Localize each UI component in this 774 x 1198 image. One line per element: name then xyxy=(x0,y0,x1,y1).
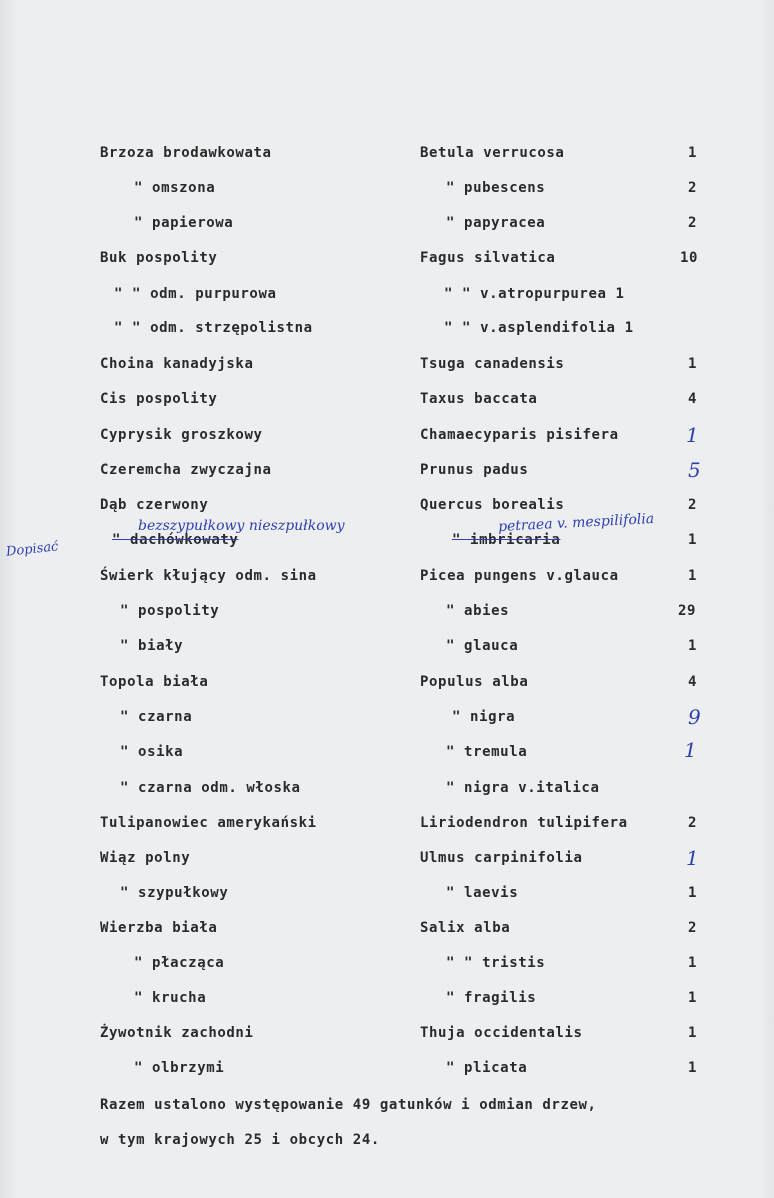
latin-name: Thuja occidentalis xyxy=(420,1025,583,1041)
latin-name: " tremula xyxy=(446,744,528,760)
list-item xyxy=(0,215,774,237)
list-item xyxy=(0,145,774,167)
polish-name: Brzoza brodawkowata xyxy=(100,145,272,161)
list-item xyxy=(0,497,774,519)
count: 1 xyxy=(688,885,698,901)
list-item xyxy=(0,532,774,554)
polish-name: Cis pospolity xyxy=(100,391,218,407)
list-item xyxy=(0,603,774,625)
list-item xyxy=(0,568,774,590)
count: 1 xyxy=(688,1025,698,1041)
summary-line-2: w tym krajowych 25 i obcych 24. xyxy=(100,1132,380,1148)
polish-name: Dąb czerwony xyxy=(100,497,209,513)
count-handwritten: 1 xyxy=(686,846,700,870)
polish-name: " czarna xyxy=(120,709,193,725)
count: 1 xyxy=(688,356,698,372)
margin-note-handwritten: Dopisać xyxy=(5,539,60,560)
polish-name: Czeremcha zwyczajna xyxy=(100,462,272,478)
latin-name: Prunus padus xyxy=(420,462,529,478)
list-item xyxy=(0,990,774,1012)
count: 1 xyxy=(688,1060,698,1076)
count: 29 xyxy=(678,603,697,619)
polish-correction-handwritten: bezszypułkowy nieszpułkowy xyxy=(138,518,345,534)
polish-name: Choina kanadyjska xyxy=(100,356,254,372)
latin-name: " plicata xyxy=(446,1060,528,1076)
list-item xyxy=(0,1025,774,1047)
polish-name: Topola biała xyxy=(100,674,209,690)
latin-name: Picea pungens v.glauca xyxy=(420,568,619,584)
polish-name: " papierowa xyxy=(134,215,234,231)
latin-name-struck: " imbricaria xyxy=(452,532,561,548)
list-item xyxy=(0,356,774,378)
polish-name: Buk pospolity xyxy=(100,250,218,266)
list-item xyxy=(0,286,774,308)
polish-name: Wiąz polny xyxy=(100,850,191,866)
list-item xyxy=(0,846,774,872)
count: 2 xyxy=(688,920,698,936)
list-item xyxy=(0,180,774,202)
list-item xyxy=(0,738,774,766)
latin-name: " fragilis xyxy=(446,990,537,1006)
latin-name: Tsuga canadensis xyxy=(420,356,565,372)
polish-name-struck: " dachówkowaty xyxy=(112,532,239,548)
count-handwritten: 1 xyxy=(684,738,698,762)
list-item xyxy=(0,458,774,484)
count: 4 xyxy=(688,391,698,407)
latin-name: Salix alba xyxy=(420,920,511,936)
polish-name: " biały xyxy=(120,638,184,654)
latin-name: Fagus silvatica xyxy=(420,250,556,266)
count: 4 xyxy=(688,674,698,690)
polish-name: " osika xyxy=(120,744,184,760)
list-item xyxy=(0,1060,774,1082)
latin-name: " papyracea xyxy=(446,215,546,231)
list-item xyxy=(0,920,774,942)
count: 1 xyxy=(688,955,698,971)
count: 2 xyxy=(688,815,698,831)
list-item xyxy=(0,250,774,272)
latin-name: " " tristis xyxy=(446,955,546,971)
count-handwritten: 5 xyxy=(688,458,702,482)
list-item xyxy=(0,780,774,802)
latin-name: " " v.asplendifolia 1 xyxy=(444,320,634,336)
polish-name: " krucha xyxy=(134,990,207,1006)
count-handwritten: 9 xyxy=(688,705,702,729)
list-item xyxy=(0,391,774,413)
list-item xyxy=(0,638,774,660)
count: 1 xyxy=(688,990,698,1006)
list-item xyxy=(0,674,774,696)
latin-name: " " v.atropurpurea 1 xyxy=(444,286,625,302)
polish-name: " pospolity xyxy=(120,603,220,619)
polish-name: " czarna odm. włoska xyxy=(120,780,301,796)
latin-name: Quercus borealis xyxy=(420,497,565,513)
latin-name: Populus alba xyxy=(420,674,529,690)
latin-name: Ulmus carpinifolia xyxy=(420,850,583,866)
count: 1 xyxy=(688,568,698,584)
latin-name: Chamaecyparis pisifera xyxy=(420,427,619,443)
polish-name: " płacząca xyxy=(134,955,225,971)
count: 2 xyxy=(688,215,698,231)
latin-name: " laevis xyxy=(446,885,519,901)
polish-name: Żywotnik zachodni xyxy=(100,1025,254,1041)
polish-name: " olbrzymi xyxy=(134,1060,225,1076)
count-handwritten: 1 xyxy=(686,423,700,447)
list-item xyxy=(0,705,774,731)
count: 1 xyxy=(688,532,698,548)
latin-name: " abies xyxy=(446,603,510,619)
polish-name: Wierzba biała xyxy=(100,920,218,936)
latin-name: " nigra xyxy=(452,709,516,725)
latin-name: " glauca xyxy=(446,638,519,654)
polish-name: Cyprysik groszkowy xyxy=(100,427,263,443)
list-item xyxy=(0,955,774,977)
latin-name: Taxus baccata xyxy=(420,391,538,407)
polish-name: " omszona xyxy=(134,180,216,196)
polish-name: Tulipanowiec amerykański xyxy=(100,815,317,831)
polish-name: " " odm. purpurowa xyxy=(114,286,277,302)
polish-name: " " odm. strzępolistna xyxy=(114,320,313,336)
latin-name: Liriodendron tulipifera xyxy=(420,815,628,831)
count: 2 xyxy=(688,180,698,196)
latin-name: " nigra v.italica xyxy=(446,780,600,796)
latin-name: Betula verrucosa xyxy=(420,145,565,161)
polish-name: Świerk kłujący odm. sina xyxy=(100,568,317,584)
count: 10 xyxy=(680,250,699,266)
count: 1 xyxy=(688,145,698,161)
count: 2 xyxy=(688,497,698,513)
count: 1 xyxy=(688,638,698,654)
polish-name: " szypułkowy xyxy=(120,885,229,901)
list-item xyxy=(0,320,774,342)
latin-correction-handwritten: petraea v. mespilifolia xyxy=(497,510,655,536)
list-item xyxy=(0,815,774,837)
list-item xyxy=(0,885,774,907)
latin-name: " pubescens xyxy=(446,180,546,196)
list-item xyxy=(0,423,774,449)
summary-line-1: Razem ustalono występowanie 49 gatunków i odmian drzew, xyxy=(100,1097,597,1113)
